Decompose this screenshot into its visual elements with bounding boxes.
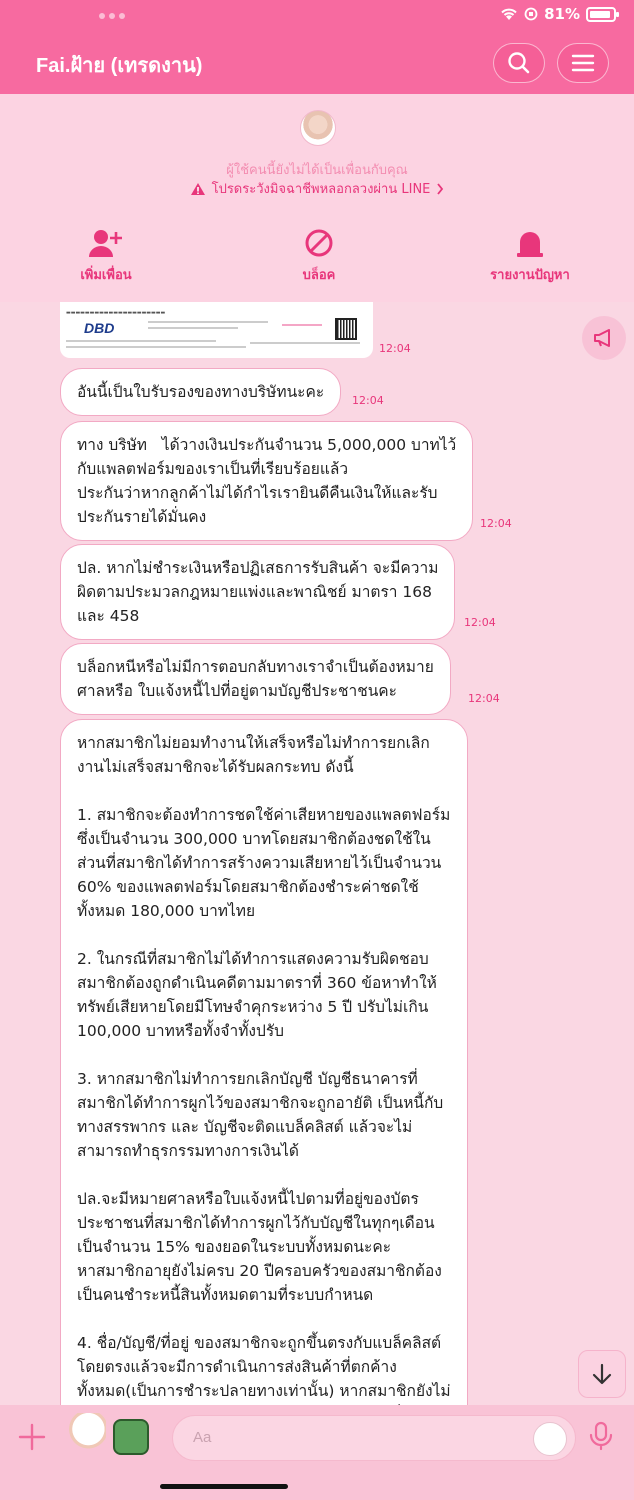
report-button[interactable]	[460, 226, 600, 285]
non-friend-banner	[0, 94, 634, 302]
add-friend-button[interactable]	[36, 226, 176, 285]
announcement-button[interactable]	[582, 316, 626, 360]
emoji-button[interactable]	[533, 1422, 567, 1456]
message-bubble[interactable]: บล็อกหนีหรือไม่มีการตอบกลับทางเราจำเป็นต้องหมาย ศาลหรือ ใบแจ้งหนี้ไปที่อยู่ตามบัญชีประชาชนคะ	[60, 643, 451, 715]
chevron-right-icon	[436, 183, 444, 195]
avatar[interactable]	[300, 110, 336, 146]
message-time: 12:04	[464, 616, 496, 629]
message-bubble[interactable]: หากสมาชิกไม่ยอมทำงานให้เสร็จหรือไม่ทำการยกเลิก งานไม่เสร็จสมาชิกจะได้รับผลกระทบ ดังนี้ 1. สมาชิกจะต้องทำการชดใช้ค่าเสียหายของแพลตฟอร์ม ซึ่งเป็นจำนวน 300,000 บาทโดยสมาชิกต้องชดใช้ใน ส่วนที่สมาชิกได้ทำการสร้างความเสียหายไว้เป็นจำนวน 60% ของแพลตฟอร์มโดยสมาชิกต้องชำระค่าชดใช้ ทั้งหมด 180,000 บาทไทย 2. ในกรณีที่สมาชิกไม่ได้ทำการแสดงความรับผิดชอบ สมาชิกต้องถูกดำเนินคดีตามมาตราที่ 360 ข้อหาทำให้ ทรัพย์เสียหายโดยมีโทษจำคุกระหว่าง 5 ปี ปรับไม่เกิน 100,000 บาทหรือทั้งจำทั้งปรับ 3. หากสมาชิกไม่ทำการยกเลิกบัญชี บัญชีธนาคารที่ สมาชิกได้ทำการผูกไว้ของสมาชิกจะถูกอายัติ เป็นหนี้กับ ทางสรรพากร และ บัญชีจะติดแบล็คลิสต์ แล้วจะไม่ สามารถทำธุรกรรมทางการเงินได้ ปล.จะมีหมายศาลหรือใบแจ้งหนี้ไปตามที่อยู่ของบัตร ประชาชนที่สมาชิกได้ทำการผูกไว้กับบัญชีในทุกๆเดือน เป็นจำนวน 15% ของยอดในระบบทั้งหมดนะคะ หาสมาชิกอายุยังไม่ครบ 20 ปีครอบครัวของสมาชิกต้อง เป็นคนชำระหนี้สินทั้งหมดตามที่ระบบกำหนด 4. ชื่อ/บัญชี/ที่อยู่ ของสมาชิกจะถูกขึ้นตรงกับแบล็คลิสต์ โดยตรงแล้วจะมีการดำเนินการส่งสินค้าที่ตกค้าง ทั้งหมด(เป็นการชำระปลายทางเท่านั้น) หากสมาชิกยังไม่	[60, 719, 468, 1439]
qr-code	[335, 318, 357, 340]
certificate-line	[66, 340, 216, 342]
message-bubble[interactable]: ปล. หากไม่ชำระเงินหรือปฏิเสธการรับสินค้า จะมีความ ผิดตามประมวลกฎหมายแพ่งและพาณิชย์ มาตรา 168 และ 458	[60, 544, 455, 640]
block-button[interactable]	[249, 226, 389, 285]
wifi-icon	[500, 7, 518, 21]
message-time: 12:04	[468, 692, 500, 705]
message-input-placeholder: Aa	[193, 1429, 212, 1446]
block-label: บล็อค	[302, 268, 336, 283]
add-friend-icon	[88, 228, 124, 258]
certificate-line	[282, 324, 322, 326]
orientation-lock-icon	[524, 7, 538, 21]
block-icon	[304, 228, 334, 258]
report-label: รายงานปัญหา	[490, 268, 570, 283]
arrow-down-icon	[591, 1363, 613, 1385]
scroll-to-bottom-button[interactable]	[578, 1350, 626, 1398]
status-right	[500, 5, 616, 23]
certificate-line	[250, 342, 360, 344]
message-bubble[interactable]: อันนี้เป็นใบรับรองของทางบริษัทนะคะ	[60, 368, 341, 416]
plus-icon	[18, 1423, 46, 1451]
dbd-logo: DBD	[84, 320, 115, 336]
message-input-bar	[0, 1405, 634, 1500]
message-time: 12:04	[352, 394, 384, 407]
chat-header	[0, 0, 634, 94]
certificate-line	[66, 346, 246, 348]
add-friend-label: เพิ่มเพื่อน	[80, 268, 132, 283]
not-friend-notice: ผู้ใช้คนนี้ยังไม่ได้เป็นเพื่อนกับคุณ	[226, 163, 408, 178]
report-icon	[516, 228, 544, 258]
message-time: 12:04	[379, 342, 411, 355]
menu-button[interactable]	[557, 43, 609, 83]
menu-icon	[571, 53, 595, 73]
chat-title: Fai.ฝ้าย (เทรดงาน)	[36, 55, 203, 77]
message-bubble[interactable]: ทาง บริษัท ได้วางเงินประกันจำนวน 5,000,000 บาทไว้ กับแพลตฟอร์มของเราเป็นที่เรียบร้อยแล้ว ประกันว่าหากลูกค้าไม่ได้กำไรเรายินดีคืนเงินให้และรับ ประกันรายได้มั่นคง	[60, 421, 473, 541]
scam-warning-text: โปรดระวังมิจฉาชีพหลอกลวงผ่าน LINE	[211, 182, 431, 197]
banner-actions	[0, 226, 634, 286]
add-content-button[interactable]	[18, 1423, 46, 1455]
certificate-image-message[interactable]	[60, 302, 373, 358]
chat-messages[interactable]	[0, 302, 634, 1405]
scam-warning-link[interactable]	[0, 178, 634, 199]
search-button[interactable]	[493, 43, 545, 83]
sticker-suggestion[interactable]	[62, 1413, 106, 1459]
voice-button[interactable]	[588, 1421, 614, 1455]
certificate-caption: ▬▬▬▬▬▬▬▬▬▬▬▬▬▬▬▬▬▬▬▬▬	[66, 310, 166, 316]
message-time: 12:04	[480, 517, 512, 530]
sticker-suggestion[interactable]	[113, 1419, 149, 1455]
battery-icon	[586, 7, 616, 22]
message-input[interactable]	[172, 1415, 576, 1461]
certificate-line	[148, 321, 268, 323]
certificate-line	[148, 327, 238, 329]
status-bar	[0, 0, 634, 32]
mic-icon	[588, 1421, 614, 1451]
megaphone-icon	[593, 328, 615, 348]
home-indicator[interactable]	[160, 1484, 288, 1489]
search-icon	[507, 51, 531, 75]
battery-percent: 81%	[544, 5, 580, 23]
multitask-dots[interactable]	[99, 13, 125, 19]
warning-icon	[190, 182, 206, 196]
